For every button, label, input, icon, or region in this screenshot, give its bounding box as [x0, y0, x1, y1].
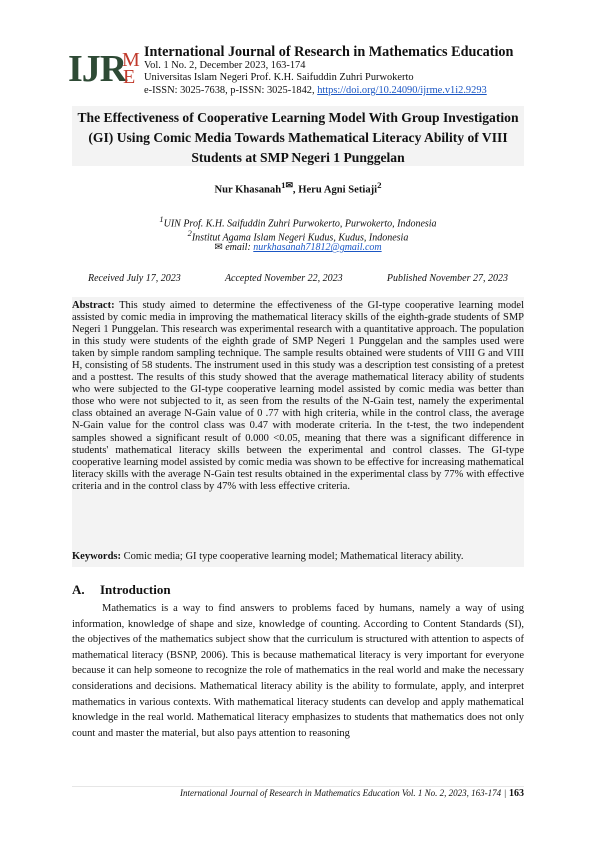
volume-line: Vol. 1 No. 2, December 2023, 163-174: [144, 60, 306, 71]
footer-separator: |: [504, 788, 506, 798]
logo-e-letter: E: [123, 66, 136, 88]
introduction-paragraph: Mathematics is a way to find answers to problems faced by humans, namely a way of using information, knowledge of shape and size, knowledge of counting. According to Content Standards (SI), the objectives of the mathematics subject show that the curriculum is structured with attention to aspects of mathematical literacy (BSNP, 2006). This is because mathematical literacy is very important for everyone because it can help someone to recognize the role of mathematics in the real world and make the necessary considerations and decisions. Mathematical literacy ability is the ability to formulate, apply, and interpret mathematics in various contexts. With mathematical literacy students can develop and apply mathematical knowledge in the real world. Mathematical literacy emphasizes to students that mathematics does not only count and master the material, but also pays attention to reasoning: [72, 603, 524, 739]
page-footer: [72, 788, 524, 799]
published-date: Published November 27, 2023: [386, 273, 508, 284]
logo-m-letter: M: [122, 49, 140, 71]
affiliation-2-sup: 2: [187, 229, 192, 238]
author-2-sup: 2: [377, 180, 382, 190]
section-title: Introduction: [100, 582, 171, 597]
page-number: 163: [509, 788, 524, 799]
logo-ijr-letters: IJR: [68, 48, 127, 90]
section-number: A.: [72, 582, 85, 597]
affiliation-1-text: UIN Prof. K.H. Saifuddin Zuhri Purwokerto, Purwokerto, Indonesia: [163, 218, 437, 230]
affiliation-1-sup: 1: [159, 215, 164, 224]
abstract: [72, 300, 524, 493]
doi-link[interactable]: https://doi.org/10.24090/ijrme.v1i2.9293: [317, 84, 487, 96]
author-1-sup: 1✉: [281, 180, 293, 190]
abstract-text: This study aimed to determine the effectiveness of the GI-type cooperative learning model assisted by comic media in improving the mathematical literacy skills of the eighth-grade students of SMP Negeri 1 Punggelan. This research was experimental research with a quantitative approach. The population in this study were students of the eighth grade of SMP Negeri 1 Punggelan and the samples used were taken by simple random sampling technique. The sample results obtained were students of VIII G and VIII H, consisting of 58 students. The instrument used in this study was a description test consisting of a pretest and a posttest. The results of this study showed that the average mathematical literacy ability of students who were subjected to the GI-type cooperative learning model assisted by comic media was better than those who were not subjected to it, as seen from the results of the N-Gain test, namely the experimental class obtained an average N-Gain value of 0 .77 with high criteria, while in the control class, the average N-Gain value for the control class was 0.47 with moderate criteria. In the t-test, the two independent samples showed a significant result of 0.000 <0.05, meaning that there was a significant difference in students' mathematical literacy skills between the experimental and control classes. The GI-type cooperative learning model assisted by comic media was shown to be effective for increasing mathematical literacy skills with the average N-Gain test results obtained in the experimental class by 77% with effective criteria and in the control class by 47% with less effective criteria.: [72, 300, 524, 492]
article-title: The Effectiveness of Cooperative Learning Model With Group Investigation (GI) Using Comic Media Towards Mathematical Literacy Ability of VIII Students at SMP Negeri 1 Punggelan: [77, 110, 519, 165]
author-2: Heru Agni Setiaji: [298, 184, 378, 196]
university-line: Universitas Islam Negeri Prof. K.H. Saifuddin Zuhri Purwokerto: [144, 72, 414, 84]
journal-header: [144, 44, 564, 97]
issn-line: [144, 85, 564, 97]
abstract-label: Abstract:: [72, 300, 115, 311]
footer-divider: [72, 786, 524, 787]
keywords: [72, 551, 524, 563]
author-separator: ,: [292, 184, 299, 196]
section-heading-introduction: [72, 582, 171, 598]
affiliation-2-text: Institut Agama Islam Negeri Kudus, Kudus, Indonesia: [191, 232, 409, 244]
email-label: email:: [222, 242, 254, 253]
accepted-date: Accepted November 22, 2023: [224, 273, 343, 284]
author-line: [72, 180, 524, 196]
journal-logo: [68, 48, 142, 88]
footer-citation: International Journal of Research in Mathematics Education Vol. 1 No. 2, 2023, 163-174: [180, 788, 502, 798]
received-date: Received July 17, 2023: [88, 273, 181, 284]
author-1: Nur Khasanah: [214, 184, 282, 196]
article-dates: [72, 273, 524, 284]
envelope-icon: ✉: [214, 242, 223, 253]
journal-name: International Journal of Research in Mathematics Education: [144, 44, 514, 60]
keywords-text: Comic media; GI type cooperative learning model; Mathematical literacy ability.: [121, 551, 464, 562]
keywords-label: Keywords:: [72, 551, 121, 562]
email-line: [72, 241, 524, 254]
email-link[interactable]: nurkhasanah71812@gmail.com: [253, 242, 382, 253]
issn-text: e-ISSN: 3025-7638, p-ISSN: 3025-1842,: [144, 84, 318, 96]
